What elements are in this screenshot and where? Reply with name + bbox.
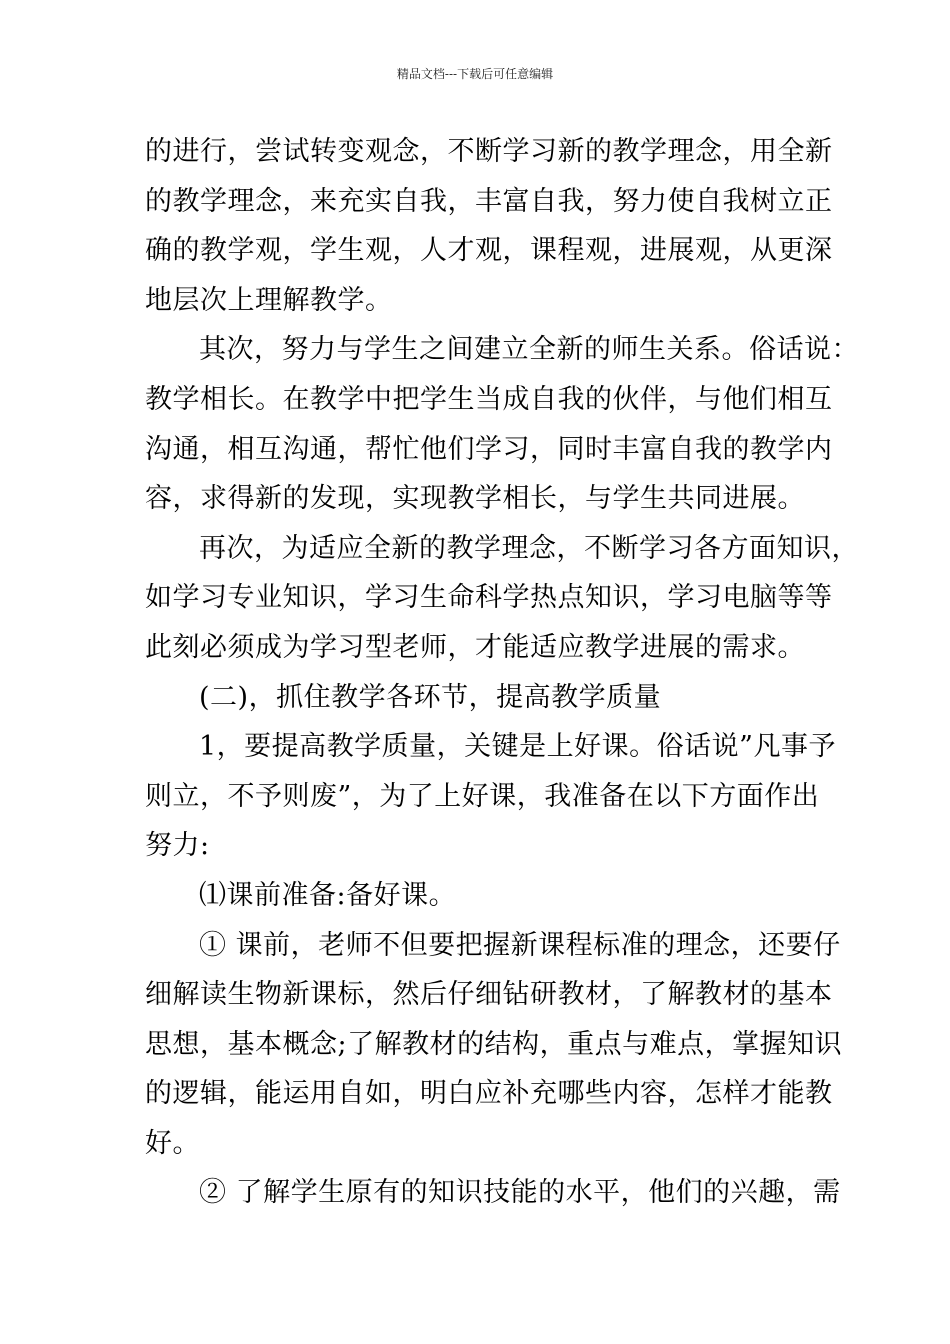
text-line: 思想，基本概念;了解教材的结构，重点与难点，掌握知识 <box>145 1028 843 1060</box>
text-line: 的教学理念，来充实自我，丰富自我，努力使自我树立正 <box>145 185 833 217</box>
text-line: 沟通，相互沟通，帮忙他们学习，同时丰富自我的教学内 <box>145 433 833 465</box>
document-body <box>145 127 859 1218</box>
text-line: 容，求得新的发现，实现教学相长，与学生共同进展。 <box>145 483 805 515</box>
text-line: 教学相长。在教学中把学生当成自我的伙伴，与他们相互 <box>145 383 833 415</box>
text-line: 的进行，尝试转变观念，不断学习新的教学理念，用全新 <box>145 136 833 167</box>
text-line: 好。 <box>145 1127 200 1159</box>
text-line: 此刻必须成为学习型老师，才能适应教学进展的需求。 <box>145 631 805 663</box>
text-line: ① 课前，老师不但要把握新课程标准的理念，还要仔 <box>199 929 841 961</box>
text-line: 确的教学观，学生观，人才观，课程观，进展观，从更深 <box>145 235 833 267</box>
page-header: 精品文档---下载后可任意编辑 <box>396 67 554 81</box>
text-line: 地层次上理解教学。 <box>145 284 393 316</box>
text-line: 的逻辑，能运用自如，明白应补充哪些内容，怎样才能教 <box>145 1078 833 1110</box>
text-line: 则立，不予则废”，为了上好课，我准备在以下方面作出 <box>145 780 820 812</box>
text-line: 1，要提高教学质量，关键是上好课。俗话说”凡事予 <box>199 731 836 763</box>
text-line: 细解读生物新课标，然后仔细钻研教材，了解教材的基本 <box>145 979 833 1011</box>
text-line: 如学习专业知识，学习生命科学热点知识，学习电脑等等 <box>145 582 833 614</box>
section-heading: (二)，抓住教学各环节，提高教学质量 <box>199 681 662 713</box>
text-line: 其次，努力与学生之间建立全新的师生关系。俗话说： <box>199 334 859 366</box>
text-line: ② 了解学生原有的知识技能的水平，他们的兴趣，需 <box>199 1177 841 1209</box>
text-line: 努力: <box>145 830 210 862</box>
sub-heading: ⑴课前准备:备好课。 <box>199 879 457 911</box>
text-line: 再次，为适应全新的教学理念，不断学习各方面知识， <box>199 532 859 564</box>
